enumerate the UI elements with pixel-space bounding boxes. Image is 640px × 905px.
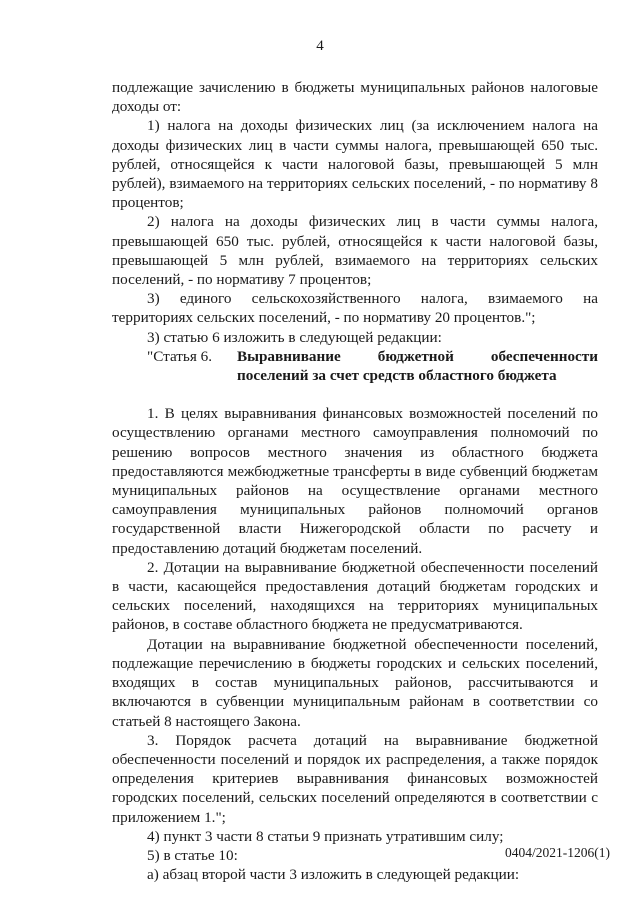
- paragraph-item-2: 2) налога на доходы физических лиц в части суммы налога, превышающей 650 тыс. рублей, относящейся к части налоговой базы, превышающей 5 млн рублей, взимаемого на территориях сельских поселений, - по нормативу 7 процентов;: [112, 213, 598, 289]
- paragraph-amend-article-6: 3) статью 6 изложить в следующей редакции:: [147, 328, 442, 346]
- article-title: Выравнивание бюджетной обеспеченности поселений за счет средств областного бюджета: [237, 347, 598, 385]
- article-heading: [112, 347, 598, 385]
- paragraph-item-5: 5) в статье 10:: [147, 846, 238, 864]
- article-paragraph-3: 3. Порядок расчета дотаций на выравнивание бюджетной обеспеченности поселений и порядок их распределения, а также порядок определения критериев выравнивания финансовых возможностей городских поселений, сельских поселений определяются в соответствии с приложением 1.";: [112, 731, 598, 826]
- paragraph-item-1: 1) налога на доходы физических лиц (за исключением налога на доходы физических лиц в части суммы налога, превышающей 650 тыс. рублей, относящейся к части налоговой базы, превышающей 5 млн рублей), взимаемого на территориях сельских поселений, - по нормативу 8 процентов;: [112, 117, 598, 212]
- article-label: "Статья 6.: [147, 347, 213, 365]
- article-paragraph-2-continued: Дотации на выравнивание бюджетной обеспеченности поселений, подлежащие перечислению в бюджеты городских и сельских поселений, входящих в состав муниципальных районов, рассчитываются и включаются в субвенции муниципальным районам в соответствии со статьей 8 настоящего Закона.: [112, 635, 598, 730]
- paragraph-item-3: 3) единого сельскохозяйственного налога, взимаемого на территориях сельских поселений, - по нормативу 20 процентов.";: [112, 290, 598, 327]
- paragraph-continuation: подлежащие зачислению в бюджеты муниципальных районов налоговые доходы от:: [112, 79, 598, 116]
- document-body: [112, 78, 598, 884]
- spacer: [112, 385, 598, 404]
- article-paragraph-1: 1. В целях выравнивания финансовых возможностей поселений по осуществлению органами местного самоуправления полномочий по решению вопросов местного значения из областного бюджета предоставляются межбюджетные трансферты в виде субвенций бюджетам муниципальных районов на осуществление органами местного самоуправления муниципальных районов полномочий органов государственной власти Нижегородской области по расчету и предоставлению дотаций бюджетам поселений.: [112, 405, 598, 557]
- paragraph-item-4: 4) пункт 3 части 8 статьи 9 признать утратившим силу;: [147, 827, 504, 845]
- document-code: 0404/2021-1206(1): [505, 845, 610, 860]
- paragraph-subitem-a: а) абзац второй части 3 изложить в следующей редакции:: [147, 866, 520, 884]
- article-paragraph-2: 2. Дотации на выравнивание бюджетной обеспеченности поселений в части, касающейся предоставления дотаций бюджетам городских и сельских поселений, находящихся на территориях муниципальных районов, в составе областного бюджета не предусматриваются.: [112, 558, 598, 634]
- page-number: 4: [316, 38, 324, 54]
